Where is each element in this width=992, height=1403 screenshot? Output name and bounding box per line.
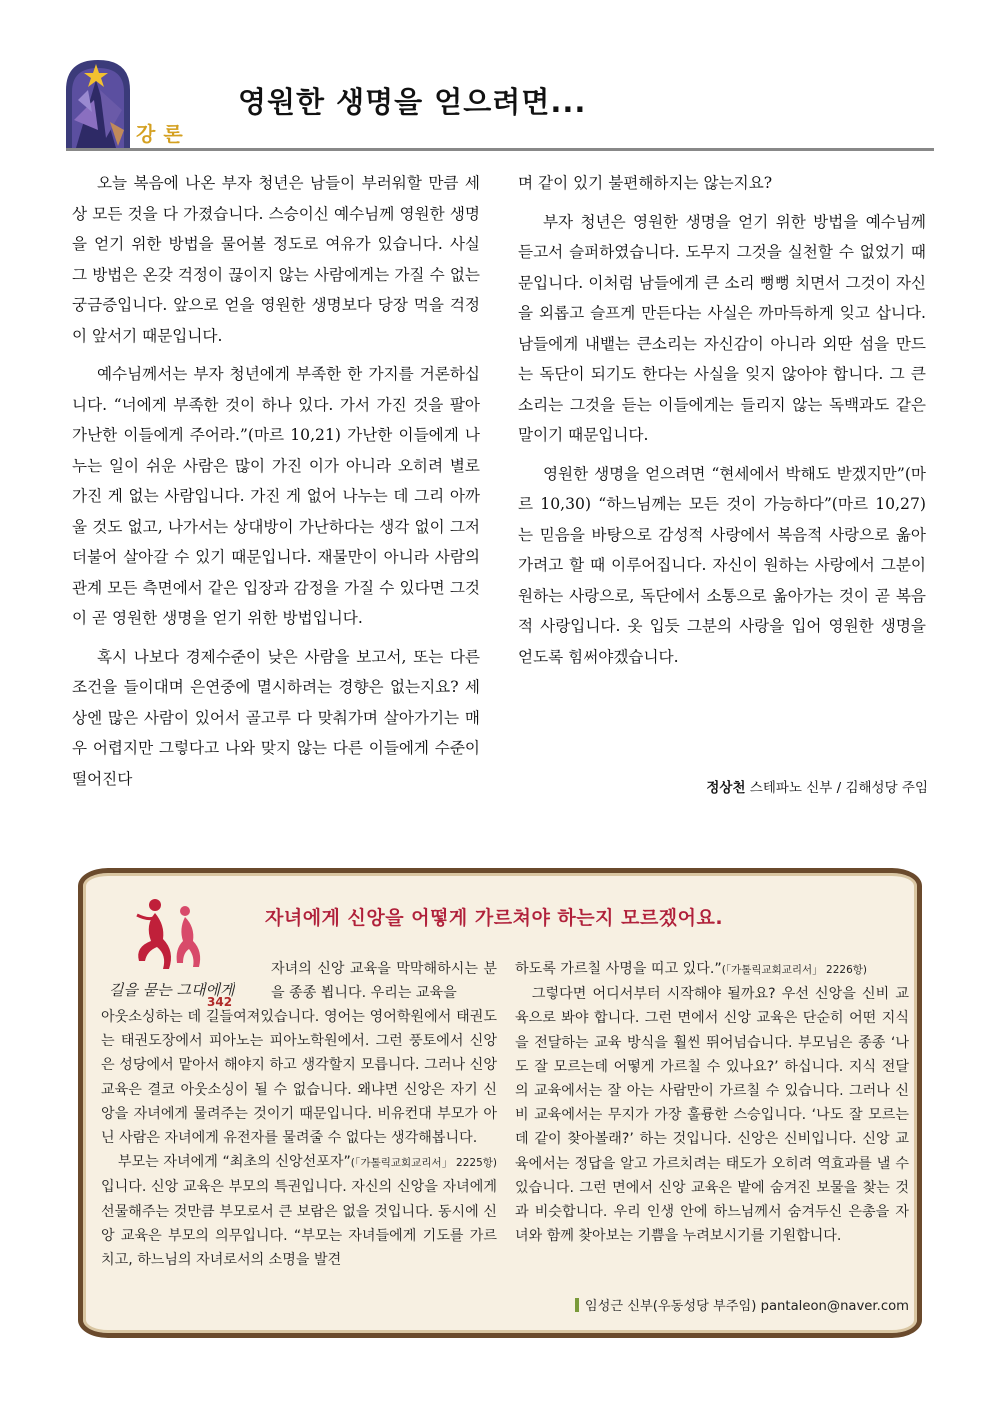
qa-paragraph	[515, 957, 909, 982]
sermon-column-right	[518, 168, 926, 680]
qa-box	[78, 868, 922, 1338]
qa-column-left	[101, 1005, 497, 1272]
sermon-paragraph-continued: 며 같이 있기 불편해하지는 않는지요?	[518, 174, 773, 192]
header	[66, 60, 934, 154]
sermon-column-left	[72, 168, 480, 802]
qa-text-intro	[271, 957, 497, 1005]
sermon-paragraph: 영원한 생명을 얻으려면 “현세에서 박해도 받겠지만”(마르 10,30) “하느님께는 모든 것이 가능하다”(마르 10,27)는 믿음을 바탕으로 감성적 사랑에서 복음적 사랑으로 옮아가려고 할 때 이루어집니다. 자신이 원하는 사랑에서 그분이 원하는 사랑으로, 독단에서 소통으로 옮아가는 것이 곧 복음적 사랑입니다. 옷 입듯 그분의 사랑을 입어 영원한 생명을 얻도록 힘써야겠습니다.	[518, 464, 926, 666]
catechism-reference: (「가톨릭교회교리서」 2226항)	[721, 964, 867, 976]
qa-text: 부모는 자녀에게 “최초의 신앙선포자”	[117, 1154, 351, 1171]
dancing-figures-icon	[105, 895, 235, 1005]
page-title: 영원한 생명을 얻으려면...	[238, 85, 587, 119]
qa-paragraph: 아웃소싱하는 데 길들여져있습니다. 영어는 영어학원에서 태권도는 태권도장에서 피아노는 피아노학원에서. 그런 풍토에서 신앙은 성당에서 맡아서 해야지 하고 생각할지 모릅니다. 그러나 신앙 교육은 결코 아웃소싱이 될 수 없습니다. 왜냐면 신앙은 자기 신앙을 자녀에게 물려주는 것이기 때문입니다. 비유컨대 부모가 아닌 사람은 자녀에게 유전자를 물려줄 수 없다는 생각해봅니다.	[101, 1009, 497, 1147]
author-title: 스테파노 신부 / 김해성당 주임	[745, 780, 928, 796]
qa-signature	[515, 1295, 909, 1314]
qa-paragraph: 자녀의 신앙 교육을 막막해하시는 분을 종종 뵙니다. 우리는 교육을	[271, 961, 497, 1002]
sermon-paragraph: 오늘 복음에 나온 부자 청년은 남들이 부러워할 만큼 세상 모든 것을 다 가졌습니다. 스승이신 예수님께 영원한 생명을 얻기 위한 방법을 물어볼 정도로 여유가 있습니다. 사실 그 방법은 온갖 걱정이 끊이지 않는 사람에게는 가질 수 없는 궁금증입니다. 앞으로 얻을 영원한 생명보다 당장 먹을 걱정이 앞서기 때문입니다.	[72, 174, 480, 345]
qa-paragraph	[101, 1150, 497, 1272]
qa-column-right	[515, 957, 909, 1248]
qa-paragraph: 그렇다면 어디서부터 시작해야 될까요? 우선 신앙을 신비 교육으로 봐야 합니다. 그런 면에서 신앙 교육은 단순히 어떤 지식을 전달하는 교육 방식을 훨씬 뛰어넘습니다. 부모님은 종종 ‘나도 잘 모르는데 어떻게 가르칠 수 있나요?’ 하십니다. 지식 전달의 교육에서는 잘 아는 사람만이 가르칠 수 있습니다. 그러나 신비 교육에서는 무지가 가장 훌륭한 스승입니다. ‘나도 잘 모르는 데 같이 찾아볼래?’ 하는 것입니다. 신앙은 신비입니다. 신앙 교육에서는 정답을 알고 가르치려는 태도가 오히려 역효과를 낼 수 있습니다. 그런 면에서 신앙 교육은 밭에 숨겨진 보물을 찾는 것과 비슷합니다. 우리 인생 안에 하느님께서 숨겨두신 은총을 자녀와 함께 찾아보는 기쁨을 누려보시기를 기원합니다.	[515, 986, 909, 1245]
header-divider	[66, 148, 934, 151]
sermon-signature	[518, 776, 928, 796]
qa-author: 임성근 신부(우동성당 부주임) pantaleon@naver.com	[584, 1299, 909, 1314]
author-name: 정상천	[706, 780, 746, 796]
logo-caption: 길을 묻는 그대에게	[109, 981, 235, 999]
sermon-paragraph: 예수님께서는 부자 청년에게 부족한 한 가지를 거론하십니다. “너에게 부족한 것이 하나 있다. 가서 가진 것을 팔아 가난한 이들에게 주어라.”(마르 10,21) 가난한 이들에게 나누는 일이 쉬운 사람은 많이 가진 이가 아니라 오히려 별로 가진 게 없는 사람입니다. 가진 게 없어 나누는 데 그리 아까울 것도 없고, 나가서는 상대방이 가난하다는 생각 없이 그저 더불어 살아갈 수 있기 때문입니다. 재물만이 아니라 사람의 관계 모든 측면에서 같은 입장과 감정을 가질 수 있다면 그것이 곧 영원한 생명을 얻기 위한 방법입니다.	[72, 365, 480, 627]
series-number: 342	[207, 995, 233, 1009]
qa-title: 자녀에게 신앙을 어떻게 가르쳐야 하는지 모르겠어요.	[265, 907, 724, 929]
catechism-reference: (「가톨릭교회교리서」 2225항)	[350, 1157, 497, 1170]
section-label: 강론	[136, 122, 191, 146]
sermon-paragraph: 혹시 나보다 경제수준이 낮은 사람을 보고서, 또는 다른 조건을 들이대며 은연중에 멸시하려는 경향은 없는지요? 세상엔 많은 사람이 있어서 골고루 다 맞춰가며 살아가기는 매우 어렵지만 그렇다고 나와 맞지 않는 다른 이들에게 수준이 떨어진다	[72, 647, 480, 788]
qa-text: 입니다. 신앙 교육은 부모의 특권입니다. 자신의 신앙을 자녀에게 선물해주는 것만큼 부모로서 큰 보람은 없을 것입니다. 동시에 신앙 교육은 부모의 의무입니다. “부모는 자녀들에게 기도를 가르치고, 하느님의 자녀로서의 소명을 발견	[101, 1179, 497, 1269]
signature-bar	[575, 1298, 579, 1312]
stained-glass-star-icon	[66, 60, 130, 148]
sermon-paragraph: 부자 청년은 영원한 생명을 얻기 위한 방법을 예수님께 듣고서 슬퍼하였습니다. 도무지 그것을 실천할 수 없었기 때문입니다. 이처럼 남들에게 큰 소리 뻥뻥 치면서 그것이 자신을 외롭고 슬프게 만든다는 사실은 까마득하게 잊고 삽니다. 남들에게 내뱉는 큰소리는 자신감이 아니라 외딴 섬을 만드는 독단이 되기도 한다는 사실을 잊지 않아야 합니다. 그 큰소리는 그것을 듣는 이들에게는 들리지 않는 독백과도 같은 말이기 때문입니다.	[518, 212, 926, 444]
qa-text: 하도록 가르칠 사명을 띠고 있다.”	[515, 961, 722, 977]
